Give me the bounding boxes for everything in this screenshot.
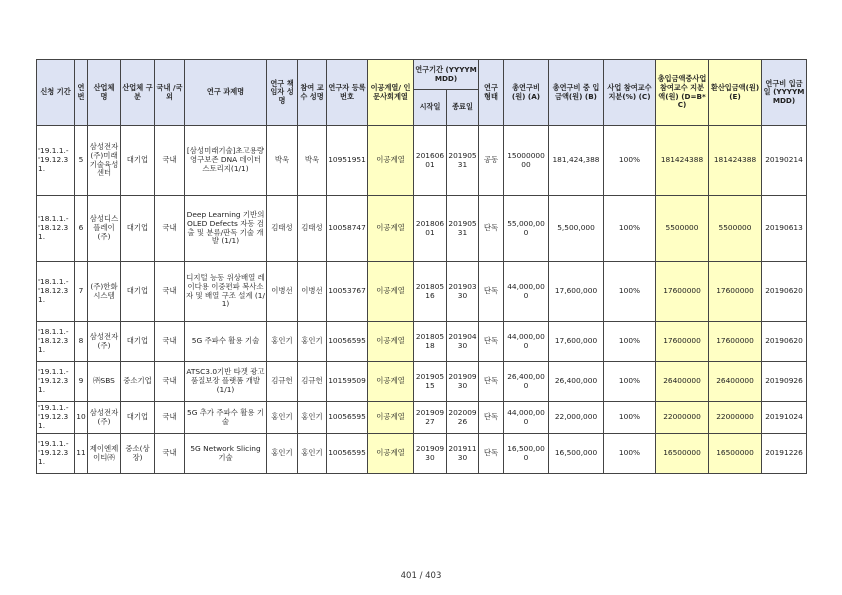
cell-reg-no: 10056595	[327, 434, 368, 474]
cell-end: 20190531	[447, 126, 479, 196]
table-row	[37, 262, 807, 322]
cell-deposit-date: 20190620	[762, 322, 807, 362]
cell-total: 44,000,000	[504, 402, 549, 434]
cell-prof-income: 22000000	[656, 402, 709, 434]
header-no: 연번	[75, 60, 88, 126]
cell-converted: 17600000	[709, 262, 762, 322]
header-start: 시작일	[414, 90, 447, 126]
cell-converted: 16500000	[709, 434, 762, 474]
cell-form: 단독	[479, 322, 504, 362]
cell-manager: 김태성	[267, 196, 298, 262]
cell-start: 20190927	[414, 402, 447, 434]
cell-company: 삼성전자(주)	[88, 322, 121, 362]
cell-form: 단독	[479, 196, 504, 262]
cell-project: ATSC3.0기반 타겟 광고 품질보장 플랫폼 개발 (1/1)	[185, 362, 267, 402]
cell-manager: 홍인기	[267, 402, 298, 434]
cell-deposit-date: 20190620	[762, 262, 807, 322]
cell-reg-no: 10159509	[327, 362, 368, 402]
cell-domestic: 국내	[155, 402, 185, 434]
table-row	[37, 402, 807, 434]
cell-manager: 박욱	[267, 126, 298, 196]
header-prof-income: 총입금액중사업참여교수 지분액(원) (D=B*C)	[656, 60, 709, 126]
cell-converted: 17600000	[709, 322, 762, 362]
table-row	[37, 126, 807, 196]
cell-reg-no: 10053767	[327, 262, 368, 322]
cell-manager: 김규헌	[267, 362, 298, 402]
cell-company: 삼성전자(주)미래기술육성센터	[88, 126, 121, 196]
header-manager: 연구 책임자 성명	[267, 60, 298, 126]
cell-end: 20191130	[447, 434, 479, 474]
cell-no: 9	[75, 362, 88, 402]
cell-total: 44,000,000	[504, 322, 549, 362]
cell-start: 20160601	[414, 126, 447, 196]
cell-domestic: 국내	[155, 126, 185, 196]
cell-professor: 이병선	[298, 262, 327, 322]
cell-converted: 181424388	[709, 126, 762, 196]
cell-prof-income: 26400000	[656, 362, 709, 402]
cell-income: 17,600,000	[549, 262, 604, 322]
cell-company: 제이엔제이티㈜	[88, 434, 121, 474]
cell-period: '18.1.1.-'18.12.31.	[37, 196, 75, 262]
table-row	[37, 434, 807, 474]
cell-professor: 김규헌	[298, 362, 327, 402]
cell-professor: 박욱	[298, 126, 327, 196]
cell-company-type: 대기업	[121, 126, 155, 196]
cell-share: 100%	[604, 126, 656, 196]
cell-domestic: 국내	[155, 434, 185, 474]
cell-end: 20190930	[447, 362, 479, 402]
cell-deposit-date: 20190214	[762, 126, 807, 196]
cell-field: 이공계열	[368, 322, 414, 362]
header-company: 산업체 명	[88, 60, 121, 126]
cell-period: '19.1.1.-'19.12.31.	[37, 126, 75, 196]
header-share: 사업 참여교수 지분(%) (C)	[604, 60, 656, 126]
cell-project: 5G 추가 주파수 활용 기술	[185, 402, 267, 434]
cell-form: 단독	[479, 402, 504, 434]
cell-company: ㈜SBS	[88, 362, 121, 402]
header-contract: 이공계열/ 인문사회계열	[368, 60, 414, 126]
cell-converted: 22000000	[709, 402, 762, 434]
cell-no: 7	[75, 262, 88, 322]
cell-period: '19.1.1.-'19.12.31.	[37, 402, 75, 434]
cell-professor: 김태성	[298, 196, 327, 262]
cell-company: 삼성전자(주)	[88, 402, 121, 434]
cell-professor: 홍인기	[298, 402, 327, 434]
cell-start: 20190930	[414, 434, 447, 474]
cell-prof-income: 17600000	[656, 262, 709, 322]
cell-end: 20190531	[447, 196, 479, 262]
table-row	[37, 196, 807, 262]
cell-field: 이공계열	[368, 126, 414, 196]
cell-total: 1500000000	[504, 126, 549, 196]
cell-converted: 26400000	[709, 362, 762, 402]
header-project: 연구 과제명	[185, 60, 267, 126]
cell-company: 삼성디스플레이(주)	[88, 196, 121, 262]
cell-reg-no: 10951951	[327, 126, 368, 196]
cell-total: 44,000,000	[504, 262, 549, 322]
cell-manager: 이병선	[267, 262, 298, 322]
cell-converted: 5500000	[709, 196, 762, 262]
cell-prof-income: 5500000	[656, 196, 709, 262]
cell-reg-no: 10058747	[327, 196, 368, 262]
cell-domestic: 국내	[155, 322, 185, 362]
cell-reg-no: 10056595	[327, 322, 368, 362]
cell-share: 100%	[604, 362, 656, 402]
cell-domestic: 국내	[155, 196, 185, 262]
cell-income: 22,000,000	[549, 402, 604, 434]
table-row	[37, 362, 807, 402]
cell-form: 단독	[479, 434, 504, 474]
page-number: 401 / 403	[400, 571, 442, 581]
cell-manager: 홍인기	[267, 434, 298, 474]
cell-end: 20190330	[447, 262, 479, 322]
header-form: 연구 형태	[479, 60, 504, 126]
cell-period: '19.1.1.-'19.12.31.	[37, 362, 75, 402]
cell-total: 16,500,000	[504, 434, 549, 474]
cell-income: 16,500,000	[549, 434, 604, 474]
cell-form: 단독	[479, 362, 504, 402]
cell-share: 100%	[604, 322, 656, 362]
cell-deposit-date: 20191226	[762, 434, 807, 474]
header-deposit-date: 연구비 입금일 (YYYYMMDD)	[762, 60, 807, 126]
cell-company: (주)한화시스템	[88, 262, 121, 322]
header-period: 신청 기간	[37, 60, 75, 126]
cell-share: 100%	[604, 262, 656, 322]
cell-period: '19.1.1.-'19.12.31.	[37, 434, 75, 474]
cell-no: 8	[75, 322, 88, 362]
cell-no: 6	[75, 196, 88, 262]
cell-deposit-date: 20191024	[762, 402, 807, 434]
cell-professor: 홍인기	[298, 434, 327, 474]
header-company-type: 산업체 구분	[121, 60, 155, 126]
header-converted: 환산입금액(원) (E)	[709, 60, 762, 126]
cell-start: 20180518	[414, 322, 447, 362]
cell-start: 20190515	[414, 362, 447, 402]
cell-share: 100%	[604, 196, 656, 262]
cell-field: 이공계열	[368, 434, 414, 474]
cell-company-type: 중소(상장)	[121, 434, 155, 474]
cell-project: 디지털 능동 위상배열 레이다용 이중편파 복사소자 및 배열 구조 설계 (1/1)	[185, 262, 267, 322]
cell-field: 이공계열	[368, 362, 414, 402]
cell-no: 5	[75, 126, 88, 196]
cell-form: 단독	[479, 262, 504, 322]
cell-start: 20180601	[414, 196, 447, 262]
cell-income: 181,424,388	[549, 126, 604, 196]
cell-total: 26,400,000	[504, 362, 549, 402]
cell-period: '18.1.1.-'18.12.31.	[37, 322, 75, 362]
cell-manager: 홍인기	[267, 322, 298, 362]
cell-period: '18.1.1.-'18.12.31.	[37, 262, 75, 322]
cell-income: 26,400,000	[549, 362, 604, 402]
cell-professor: 홍인기	[298, 322, 327, 362]
cell-reg-no: 10056595	[327, 402, 368, 434]
header-income: 총연구비 중 입금액(원) (B)	[549, 60, 604, 126]
research-funding-table	[36, 59, 807, 474]
cell-domestic: 국내	[155, 362, 185, 402]
cell-field: 이공계열	[368, 402, 414, 434]
cell-share: 100%	[604, 434, 656, 474]
cell-end: 20200926	[447, 402, 479, 434]
header-total: 총연구비 (원) (A)	[504, 60, 549, 126]
cell-deposit-date: 20190926	[762, 362, 807, 402]
cell-end: 20190430	[447, 322, 479, 362]
header-research-period: 연구기간 (YYYYMMDD)	[414, 60, 479, 90]
cell-field: 이공계열	[368, 196, 414, 262]
cell-company-type: 대기업	[121, 262, 155, 322]
header-end: 종료일	[447, 90, 479, 126]
cell-no: 11	[75, 434, 88, 474]
cell-company-type: 중소기업	[121, 362, 155, 402]
cell-company-type: 대기업	[121, 322, 155, 362]
cell-prof-income: 17600000	[656, 322, 709, 362]
cell-share: 100%	[604, 402, 656, 434]
cell-company-type: 대기업	[121, 196, 155, 262]
cell-field: 이공계열	[368, 262, 414, 322]
cell-prof-income: 181424388	[656, 126, 709, 196]
header-professor: 참여 교수 성명	[298, 60, 327, 126]
cell-project: Deep Learning 기반의 OLED Defects 자동 검출 및 분류/판독 기술 개발 (1/1)	[185, 196, 267, 262]
cell-project: 5G 주파수 활용 기술	[185, 322, 267, 362]
cell-project: 5G Network Slicing 기술	[185, 434, 267, 474]
header-domestic: 국내 /국외	[155, 60, 185, 126]
cell-form: 공동	[479, 126, 504, 196]
cell-start: 20180516	[414, 262, 447, 322]
cell-income: 5,500,000	[549, 196, 604, 262]
cell-deposit-date: 20190613	[762, 196, 807, 262]
cell-company-type: 대기업	[121, 402, 155, 434]
header-reg-no: 연구자 등록번호	[327, 60, 368, 126]
cell-total: 55,000,000	[504, 196, 549, 262]
table-row	[37, 322, 807, 362]
cell-domestic: 국내	[155, 262, 185, 322]
cell-prof-income: 16500000	[656, 434, 709, 474]
cell-no: 10	[75, 402, 88, 434]
cell-income: 17,600,000	[549, 322, 604, 362]
cell-project: [삼성미래기술]초고용량 영구보존 DNA 데이터 스토리지(1/1)	[185, 126, 267, 196]
